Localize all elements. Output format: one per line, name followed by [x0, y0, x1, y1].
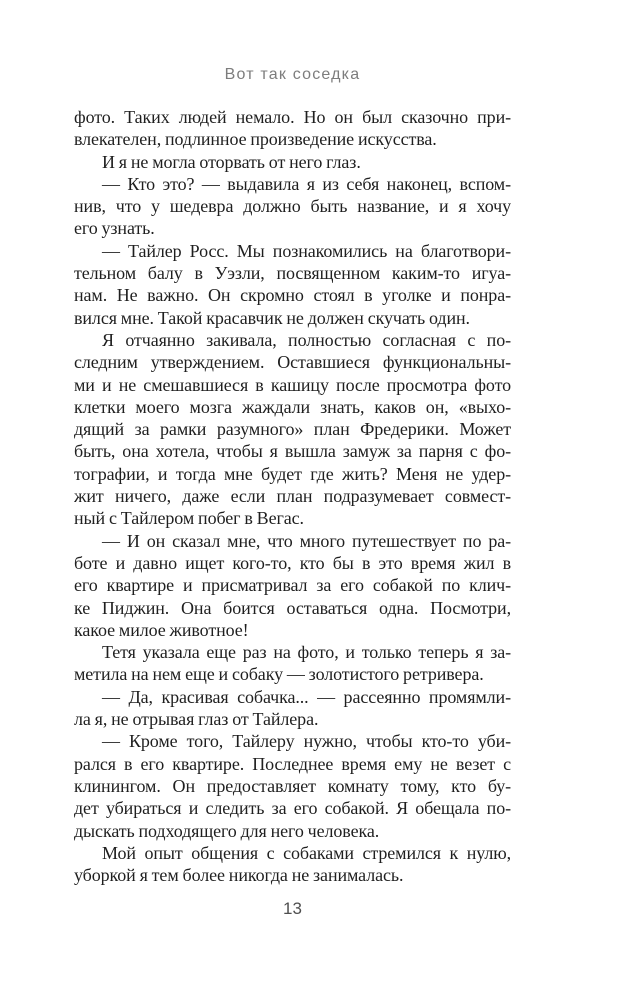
text-line: И я не могла оторвать от него глаз. [102, 151, 361, 172]
text-line: дыскать подходящего для него человека. [74, 820, 380, 841]
text-line: Тетя указала еще раз на фото, и только теперь я за- [102, 642, 511, 663]
text-line: — Кто это? — выдавила я из себя наконец, вспом- [102, 173, 511, 194]
text-line: — Тайлер Росс. Мы познакомились на благотвори- [102, 240, 511, 261]
text-line: какое милое животное! [74, 619, 249, 640]
text-line: нив, что у шедевра должно быть название, и я хочу [74, 196, 511, 217]
page-text [74, 106, 511, 886]
text-line: дящий за рамки разумного» план Фредерики. Может [74, 419, 511, 440]
text-line: — И он сказал мне, что много путешествует по ра- [102, 530, 511, 551]
page-number: 13 [283, 899, 302, 918]
text-line: нам. Не важно. Он скромно стоял в уголке и понра- [74, 285, 511, 306]
text-line: тельном балу в Уэзли, посвященном каким-то игуа- [74, 263, 511, 284]
text-line: метила на нем еще и собаку — золотистого ретривера. [74, 664, 484, 685]
text-line: ла я, не отрывая глаз от Тайлера. [74, 709, 319, 730]
text-line: боте и давно ищет кого-то, кто бы в это время жил в [74, 552, 511, 573]
text-line: Я отчаянно закивала, полностью согласная с по- [102, 329, 511, 350]
text-line: ный с Тайлером побег в Вегас. [74, 508, 304, 529]
text-line: Мой опыт общения с собаками стремился к нулю, [102, 842, 511, 863]
text-line: его узнать. [74, 218, 155, 239]
text-line: клетки моего мозга жаждали знать, каков он, «выхо- [74, 396, 511, 417]
text-line: клинингом. Он предоставляет комнату тому, кто бу- [74, 775, 511, 796]
text-line: ке Пиджин. Она боится оставаться одна. Посмотри, [74, 597, 511, 618]
text-line: его квартире и присматривал за его собакой по клич- [74, 575, 511, 596]
text-line: — Да, красивая собачка... — рассеянно промямли- [102, 686, 511, 707]
text-line: тографии, и тогда мне будет где жить? Меня не удер- [74, 463, 511, 484]
text-line: влекателен, подлинное произведение искусства. [74, 129, 437, 150]
text-line: ми и не смешавшиеся в кашицу после просмотра фото [74, 374, 511, 395]
text-line: следним утверждением. Оставшиеся функциональны- [74, 352, 511, 373]
text-line: дет убираться и следить за его собакой. Я обещала по- [74, 798, 511, 819]
text-line: рался в его квартире. Последнее время ему не везет с [74, 753, 511, 774]
text-line: вился мне. Такой красавчик не должен скучать один. [74, 307, 470, 328]
text-line: уборкой я тем более никогда не занималась. [74, 865, 404, 886]
text-line: — Кроме того, Тайлеру нужно, чтобы кто-то уби- [102, 731, 511, 752]
text-line: жит ничего, даже если план подразумевает совмест- [74, 486, 511, 507]
text-line: быть, она хотела, чтобы я вышла замуж за парня с фо- [74, 441, 511, 462]
text-line: фото. Таких людей немало. Но он был сказочно при- [74, 107, 511, 127]
running-head: Вот так соседка [224, 66, 361, 83]
